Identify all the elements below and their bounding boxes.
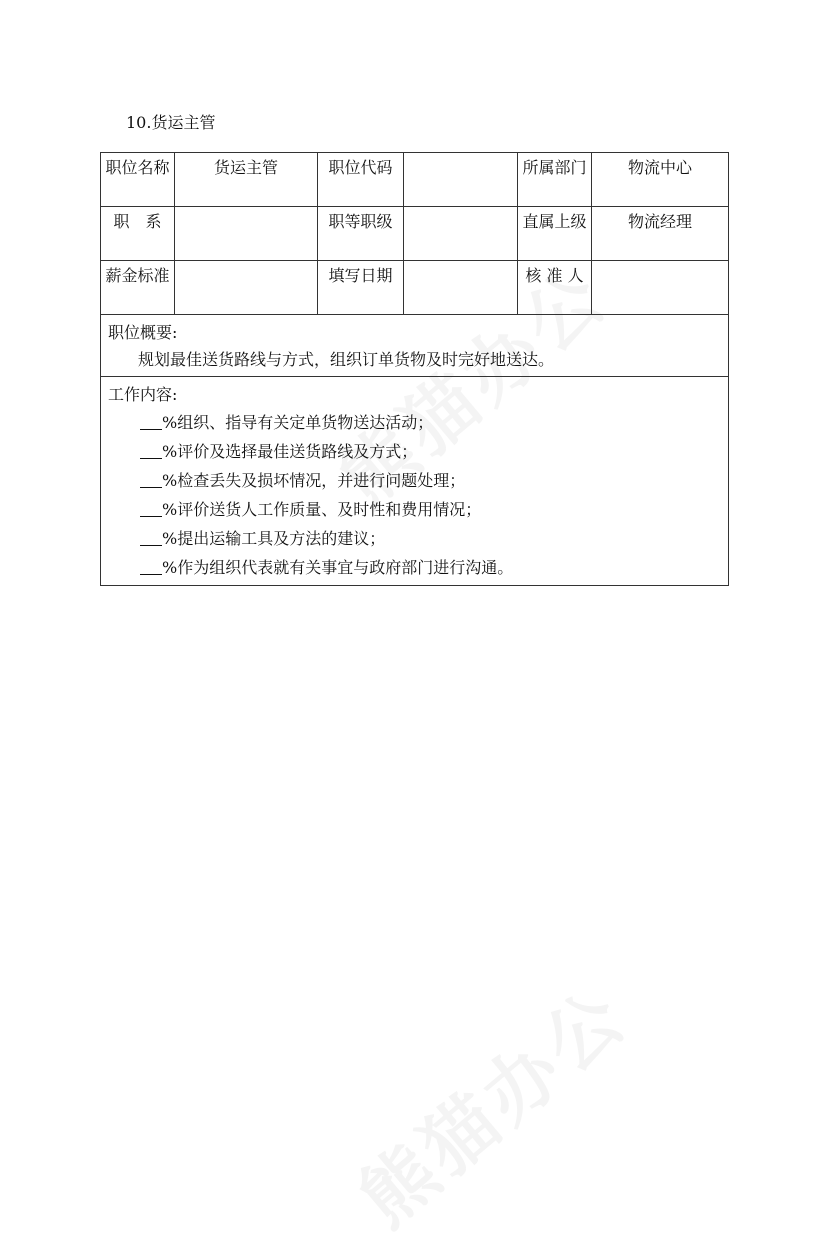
job-title-label: 职位名称 (101, 153, 175, 207)
job-summary-section (101, 315, 729, 377)
list-item (140, 437, 721, 466)
job-duties-title: 工作内容: (108, 385, 178, 404)
table-row (101, 207, 729, 261)
fill-date-label: 填写日期 (318, 261, 404, 315)
approver-label: 核 准 人 (518, 261, 592, 315)
job-grade-label: 职等职级 (318, 207, 404, 261)
job-title-value: 货运主管 (175, 153, 318, 207)
supervisor-label: 直属上级 (518, 207, 592, 261)
table-row (101, 377, 729, 586)
blank-underline (140, 413, 162, 430)
duty-text: %检查丢失及损坏情况，并进行问题处理； (162, 471, 466, 490)
list-item (140, 408, 721, 437)
job-summary-text: 规划最佳送货路线与方式，组织订单货物及时完好地送达。 (138, 350, 555, 369)
table-row (101, 261, 729, 315)
list-item (140, 495, 721, 524)
fill-date-value (404, 261, 518, 315)
blank-underline (140, 558, 162, 575)
duty-text: %作为组织代表就有关事宜与政府部门进行沟通。 (162, 558, 514, 577)
job-family-label: 职 系 (101, 207, 175, 261)
blank-underline (140, 529, 162, 546)
list-item (140, 466, 721, 495)
supervisor-value: 物流经理 (592, 207, 729, 261)
blank-underline (140, 500, 162, 517)
job-duties-section (101, 377, 729, 586)
job-code-value (404, 153, 518, 207)
duty-list (108, 408, 721, 582)
list-item (140, 524, 721, 553)
watermark (333, 960, 646, 1246)
salary-standard-value (175, 261, 318, 315)
table-row (101, 315, 729, 377)
blank-underline (140, 471, 162, 488)
duty-text: %组织、指导有关定单货物送达活动； (162, 413, 434, 432)
department-value: 物流中心 (592, 153, 729, 207)
duty-text: %评价送货人工作质量、及时性和费用情况； (162, 500, 482, 519)
job-code-label: 职位代码 (318, 153, 404, 207)
duty-text: %评价及选择最佳送货路线及方式； (162, 442, 418, 461)
duty-text: %提出运输工具及方法的建议； (162, 529, 386, 548)
list-item (140, 553, 721, 582)
job-grade-value (404, 207, 518, 261)
job-summary-title: 职位概要: (108, 323, 178, 342)
approver-value (592, 261, 729, 315)
document-heading: 10.货运主管 (126, 113, 216, 132)
blank-underline (140, 442, 162, 459)
department-label: 所属部门 (518, 153, 592, 207)
salary-standard-label: 薪金标准 (101, 261, 175, 315)
job-family-value (175, 207, 318, 261)
table-row (101, 153, 729, 207)
job-description-table (100, 152, 729, 586)
